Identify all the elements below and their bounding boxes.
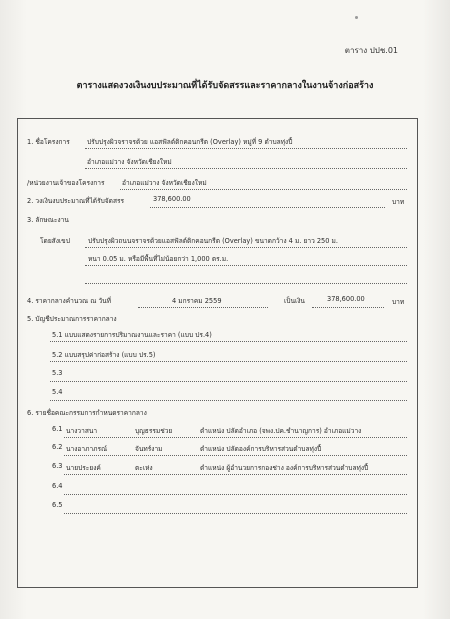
document-title: ตารางแสดงวงเงินงบประมาณที่ได้รับจัดสรรและราคากลางในงานจ้างก่อสร้าง — [76, 81, 374, 91]
median-price-amount-label: เป็นเงิน — [284, 297, 305, 305]
source-item: 5.1 แบบแสดงรายการปริมาณงานและราคา (แบบ ปร.4) — [52, 331, 212, 339]
features-label: 3. ลักษณะงาน — [27, 216, 69, 224]
features-dotted-line-2 — [85, 265, 407, 266]
scan-speck — [355, 16, 358, 19]
budget-unit: บาท — [392, 198, 405, 206]
features-line2: หนา 0.05 ม. หรือมีพื้นที่ไม่น้อยกว่า 1,000 ตร.ม. — [88, 255, 229, 263]
project-dotted-line-2 — [85, 168, 407, 169]
committee-member-position: ตำแหน่ง ผู้อำนวยการกองช่าง องค์การบริหารส่วนตำบลทุ่งปี้ — [200, 464, 369, 472]
median-price-amount-dotted-line — [312, 307, 384, 308]
committee-dotted-line — [64, 437, 407, 438]
committee-member-first-name: นางอาภาภรณ์ — [66, 445, 108, 453]
committee-member-number: 6.2 — [52, 443, 63, 451]
committee-member-first-name: นายประยงค์ — [66, 464, 101, 472]
committee-member-number: 6.5 — [52, 501, 63, 509]
features-line1: ปรับปรุงผิวถนนจราจรด้วยแอสฟัลต์ติกคอนกรีต (Overlay) ขนาดกว้าง 4 ม. ยาว 250 ม. — [88, 237, 338, 245]
source-dotted-line — [50, 361, 407, 362]
budget-value: 378,600.00 — [153, 195, 191, 203]
source-dotted-line — [50, 381, 407, 382]
project-name-line2: อำเภอแม่วาง จังหวัดเชียงใหม่ — [87, 158, 172, 166]
committee-dotted-line — [64, 513, 407, 514]
committee-member-number: 6.1 — [52, 425, 63, 433]
committee-dotted-line — [64, 474, 407, 475]
owner-dotted-line — [120, 189, 407, 190]
features-dotted-line-1 — [85, 247, 407, 248]
committee-label: 6. รายชื่อคณะกรรมการกำหนดราคากลาง — [27, 409, 147, 417]
committee-member-first-name: นางวาสนา — [66, 427, 98, 435]
owner-value: อำเภอแม่วาง จังหวัดเชียงใหม่ — [122, 179, 207, 187]
median-price-unit: บาท — [392, 298, 405, 306]
features-dotted-line-3 — [85, 283, 407, 284]
committee-dotted-line — [64, 494, 407, 495]
committee-member-last-name: จันทร์งาม — [135, 445, 163, 453]
form-reference-code: ตาราง ปปช.01 — [344, 46, 398, 55]
committee-member-position: ตำแหน่ง ปลัดอำเภอ (จพง.ปค.ชำนาญการ) อำเภอแม่วาง — [200, 427, 362, 435]
committee-member-position: ตำแหน่ง ปลัดองค์การบริหารส่วนตำบลทุ่งปี้ — [200, 445, 322, 453]
source-item: 5.4 — [52, 388, 63, 396]
budget-label: 2. วงเงินงบประมาณที่ได้รับจัดสรร — [27, 197, 125, 205]
source-item: 5.3 — [52, 369, 63, 377]
median-price-label: 4. ราคากลางคำนวณ ณ วันที่ — [27, 297, 112, 305]
median-price-date-dotted-line — [138, 307, 268, 308]
features-sublabel: โดยสังเขป — [40, 237, 70, 245]
project-name-line1: ปรับปรุงผิวจราจรด้วย แอสฟัลต์ติกคอนกรีต (Overlay) หมู่ที่ 9 ตำบลทุ่งปี้ — [87, 138, 293, 146]
sources-label: 5. บัญชีประมาณการราคากลาง — [27, 315, 117, 323]
committee-member-number: 6.4 — [52, 482, 63, 490]
committee-member-number: 6.3 — [52, 462, 63, 470]
median-price-date: 4 มกราคม 2559 — [172, 297, 222, 305]
source-item: 5.2 แบบสรุปค่าก่อสร้าง (แบบ ปร.5) — [52, 351, 156, 359]
median-price-amount: 378,600.00 — [327, 295, 365, 303]
project-dotted-line-1 — [85, 148, 407, 149]
committee-member-last-name: ตะเห่ง — [135, 464, 153, 472]
project-label: 1. ชื่อโครงการ — [27, 138, 70, 146]
budget-dotted-line — [150, 207, 385, 208]
source-dotted-line — [50, 341, 407, 342]
source-dotted-line — [50, 400, 407, 401]
committee-member-last-name: บุญธรรมช่วย — [135, 427, 173, 435]
owner-label: /หน่วยงานเจ้าของโครงการ — [27, 179, 105, 187]
committee-dotted-line — [64, 455, 407, 456]
